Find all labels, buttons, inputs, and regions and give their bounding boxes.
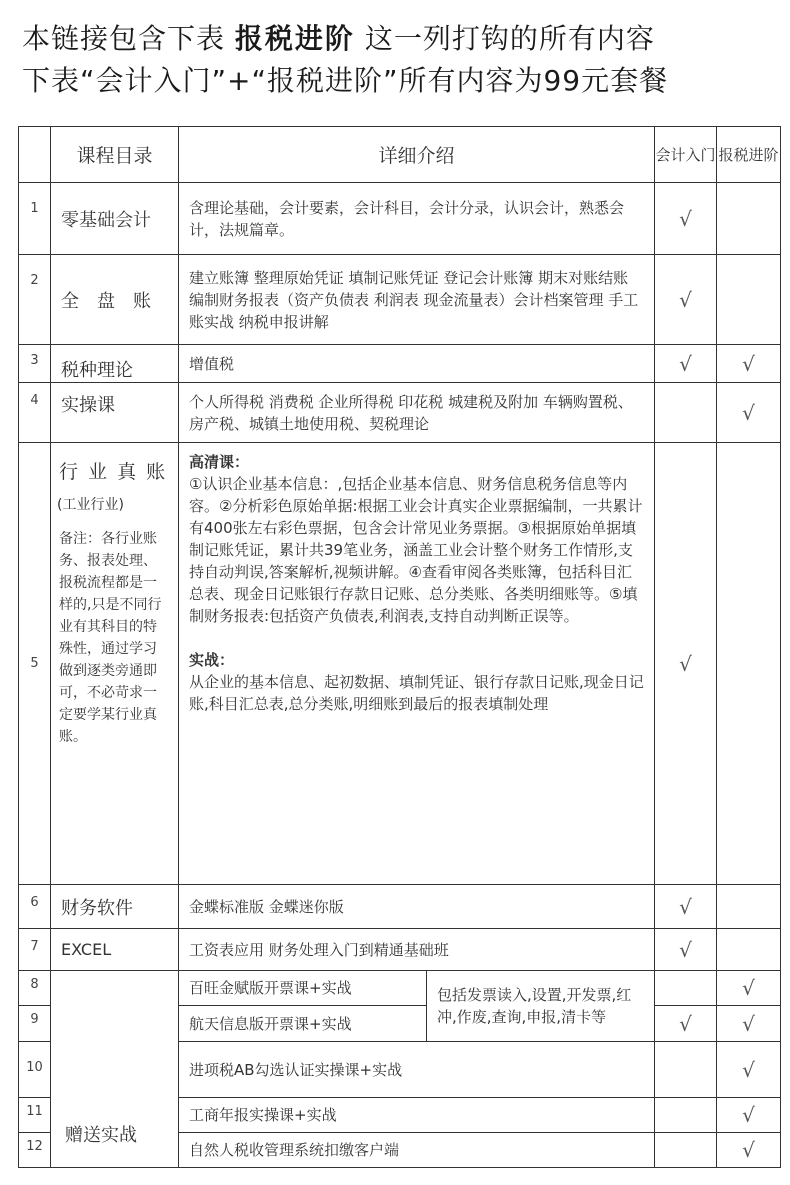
hd-title: 高清课： bbox=[189, 453, 250, 471]
check-mark: √ bbox=[717, 1098, 781, 1133]
header-num-cell bbox=[19, 127, 51, 183]
table-row bbox=[19, 971, 781, 1006]
empty-cell bbox=[717, 929, 781, 971]
course-detail: 工资表应用 财务处理入门到精通基础班 bbox=[179, 929, 655, 971]
course-detail: 航天信息版开票课+实战 bbox=[179, 1006, 427, 1042]
check-mark: √ bbox=[717, 383, 781, 443]
empty-cell bbox=[717, 885, 781, 929]
check-mark: √ bbox=[717, 1133, 781, 1168]
course-name: 行 业 真 账 bbox=[59, 461, 168, 483]
header-text-c: 这一列打钩的所有内容 bbox=[364, 22, 655, 55]
course-detail: 金蝶标准版 金蝶迷你版 bbox=[179, 885, 655, 929]
table-row bbox=[19, 183, 781, 255]
header-catalog: 课程目录 bbox=[51, 127, 179, 183]
course-detail: 建立账簿 整理原始凭证 填制记账凭证 登记会计账簿 期末对账结账 编制财务报表（资产负债表 利润表 现金流量表）会计档案管理 手工账实战 纳税申报讲解 bbox=[179, 255, 655, 345]
table-row bbox=[19, 929, 781, 971]
practice-title: 实战： bbox=[189, 651, 235, 669]
empty-cell bbox=[655, 1042, 717, 1098]
check-mark: √ bbox=[717, 971, 781, 1006]
check-mark: √ bbox=[717, 1042, 781, 1098]
course-subtitle: (工业行业) bbox=[57, 497, 124, 513]
empty-cell bbox=[717, 183, 781, 255]
course-detail: 工商年报实操课+实战 bbox=[179, 1098, 655, 1133]
course-name-cell bbox=[51, 443, 179, 885]
course-name: 财务软件 bbox=[51, 885, 179, 929]
empty-cell bbox=[717, 443, 781, 885]
header-tax-advanced: 报税进阶 bbox=[717, 127, 781, 183]
header-accounting-intro: 会计入门 bbox=[655, 127, 717, 183]
check-mark: √ bbox=[655, 885, 717, 929]
table-header-row bbox=[19, 127, 781, 183]
row-number: 12 bbox=[19, 1133, 51, 1168]
header-line-2: 下表“会计入门”+“报税进阶”所有内容为99元套餐 bbox=[22, 64, 669, 97]
row-number: 7 bbox=[19, 929, 51, 971]
row-number: 11 bbox=[19, 1098, 51, 1133]
course-name: 全 盘 账 bbox=[51, 255, 179, 345]
row-number: 6 bbox=[19, 885, 51, 929]
check-mark: √ bbox=[655, 1006, 717, 1042]
empty-cell bbox=[717, 255, 781, 345]
table-row bbox=[19, 383, 781, 443]
course-detail: 增值税 bbox=[179, 345, 655, 383]
course-detail: 自然人税收管理系统扣缴客户端 bbox=[179, 1133, 655, 1168]
row-number: 4 bbox=[19, 383, 51, 443]
header-text-a: 本链接包含下表 bbox=[22, 22, 226, 55]
check-mark: √ bbox=[655, 443, 717, 885]
empty-cell bbox=[655, 383, 717, 443]
course-detail: 含理论基础，会计要素，会计科目，会计分录，认识会计，熟悉会计，法规篇章。 bbox=[179, 183, 655, 255]
check-mark: √ bbox=[717, 1006, 781, 1042]
hd-body: ①认识企业基本信息：,包括企业基本信息、财务信息税务信息等内容。②分析彩色原始单据:根据工业会计真实企业票据编制，一共累计有400张左右彩色票据，包含会计常见业务票据。③根据原始单据填制记账凭证，累计共39笔业务，涵盖工业会计整个财务工作情形,支持自动判误,答案解析,视频讲解。④查看审阅各类账簿，包括科目汇总表、现金日记账银行存款日记账、总分类账、各类明细账等。⑤填制财务报表:包括资产负债表,利润表,支持自动判断正误等。 bbox=[189, 475, 643, 625]
row-number: 9 bbox=[19, 1006, 51, 1042]
table-row bbox=[19, 443, 781, 885]
course-name: 税种理论 bbox=[51, 345, 179, 383]
course-note: 备注：各行业账务、报表处理、报税流程都是一样的,只是不同行业有其科目的特殊性，通过学习做到逐类旁通即可，不必苛求一定要学某行业真账。 bbox=[59, 531, 162, 745]
course-detail: 进项税AB勾选认证实操课+实战 bbox=[179, 1042, 655, 1098]
header-line-1 bbox=[22, 18, 782, 60]
check-mark: √ bbox=[655, 929, 717, 971]
gift-label: 赠送实战 bbox=[51, 971, 179, 1168]
course-detail bbox=[179, 443, 655, 885]
empty-cell bbox=[655, 1133, 717, 1168]
row-number: 1 bbox=[19, 183, 51, 255]
page-header bbox=[22, 18, 782, 102]
row-number: 8 bbox=[19, 971, 51, 1006]
check-mark: √ bbox=[655, 255, 717, 345]
practice-body: 从企业的基本信息、起初数据、填制凭证、银行存款日记账,现金日记账,科目汇总表,总分类账,明细账到最后的报表填制处理 bbox=[189, 673, 644, 713]
row-number: 5 bbox=[19, 443, 51, 885]
course-name: EXCEL bbox=[51, 929, 179, 971]
empty-cell bbox=[655, 971, 717, 1006]
invoice-note: 包括发票读入,设置,开发票,红冲,作废,查询,申报,清卡等 bbox=[427, 971, 655, 1042]
course-name: 零基础会计 bbox=[51, 183, 179, 255]
header-highlight: 报税进阶 bbox=[234, 22, 355, 55]
course-detail: 百旺金赋版开票课+实战 bbox=[179, 971, 427, 1006]
table-row bbox=[19, 345, 781, 383]
check-mark: √ bbox=[717, 345, 781, 383]
empty-cell bbox=[655, 1098, 717, 1133]
row-number: 2 bbox=[19, 255, 51, 345]
table-row bbox=[19, 255, 781, 345]
header-detail: 详细介绍 bbox=[179, 127, 655, 183]
course-detail: 个人所得税 消费税 企业所得税 印花税 城建税及附加 车辆购置税、房产税、城镇土地使用税、契税理论 bbox=[179, 383, 655, 443]
row-number: 10 bbox=[19, 1042, 51, 1098]
check-mark: √ bbox=[655, 345, 717, 383]
check-mark: √ bbox=[655, 183, 717, 255]
row-number: 3 bbox=[19, 345, 51, 383]
course-table bbox=[18, 126, 781, 1168]
course-name: 实操课 bbox=[51, 383, 179, 443]
table-row bbox=[19, 885, 781, 929]
